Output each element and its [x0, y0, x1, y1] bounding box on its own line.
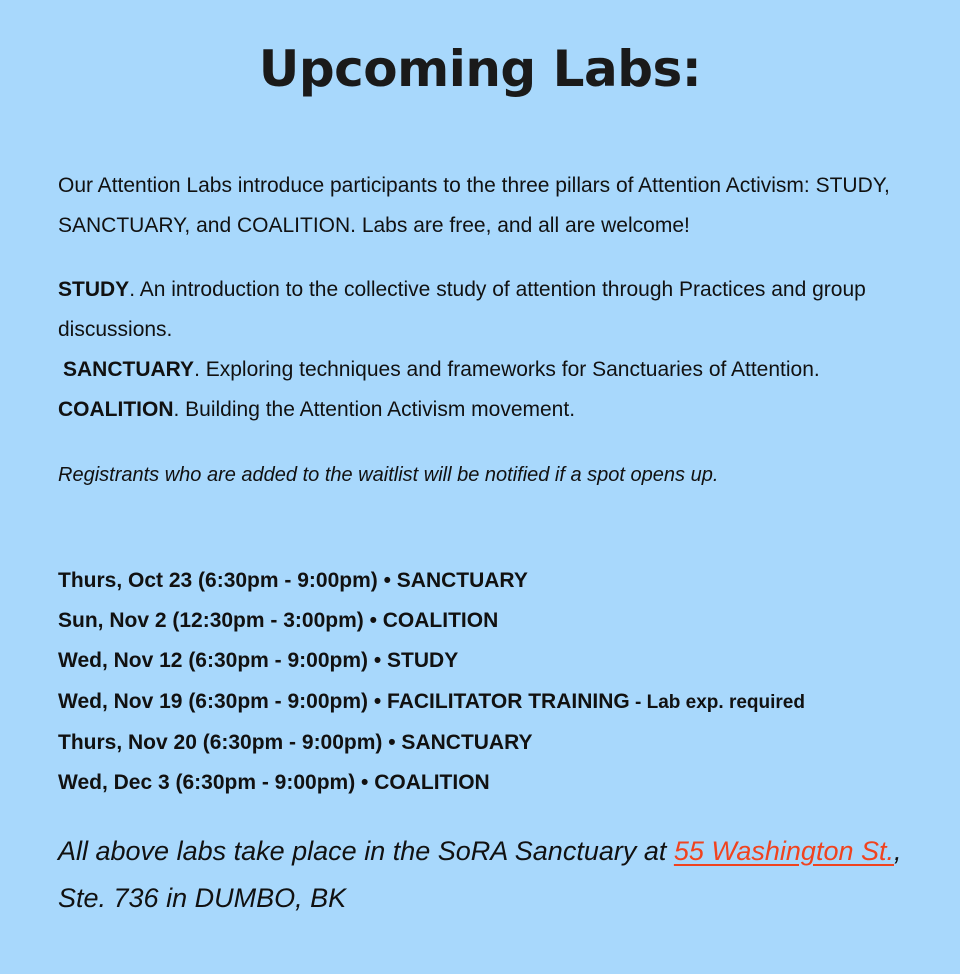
waitlist-note: Registrants who are added to the waitlist will be notified if a spot opens up. [58, 464, 719, 486]
location-prefix: All above labs take place in the SoRA Sanctuary at [58, 836, 674, 866]
intro-paragraph: Our Attention Labs introduce participants to the three pillars of Attention Activism: STUDY, SANCTUARY, and COALITION. Labs are free, and all are welcome! [58, 174, 890, 237]
session-item [58, 763, 938, 803]
session-schedule [58, 561, 938, 803]
pillar-sanctuary-description: . Exploring techniques and frameworks for Sanctuaries of Attention. [194, 358, 820, 381]
session-item [58, 561, 938, 601]
session-item [58, 682, 938, 723]
session-text: Wed, Nov 19 (6:30pm - 9:00pm) • FACILITATOR TRAINING [58, 689, 630, 713]
page-title: Upcoming Labs: [258, 40, 702, 98]
session-text: Thurs, Oct 23 (6:30pm - 9:00pm) • SANCTUARY [58, 569, 528, 592]
pillar-study-name: STUDY [58, 278, 130, 301]
pillar-sanctuary [58, 350, 938, 390]
session-text: Sun, Nov 2 (12:30pm - 3:00pm) • COALITION [58, 609, 499, 633]
session-text: Wed, Dec 3 (6:30pm - 9:00pm) • COALITION [58, 771, 490, 795]
session-item [58, 641, 938, 681]
pillars-list [58, 270, 938, 430]
pillar-coalition-description: . Building the Attention Activism movement. [173, 398, 576, 421]
session-item [58, 601, 938, 641]
location-suffix: , Ste. 736 in DUMBO, BK [58, 836, 902, 913]
location-note [58, 828, 938, 922]
session-note: - Lab exp. required [629, 691, 805, 713]
pillar-coalition [58, 390, 938, 430]
pillar-coalition-name: COALITION [58, 398, 174, 421]
address-link[interactable]: 55 Washington St. [673, 836, 894, 866]
session-item [58, 723, 938, 763]
session-text: Thurs, Nov 20 (6:30pm - 9:00pm) • SANCTUARY [58, 730, 533, 754]
pillar-sanctuary-name: SANCTUARY [63, 358, 195, 381]
session-text: Wed, Nov 12 (6:30pm - 9:00pm) • STUDY [58, 649, 459, 673]
pillar-study-description: . An introduction to the collective study of attention through Practices and group discussions. [58, 278, 866, 341]
pillar-study [58, 270, 938, 350]
